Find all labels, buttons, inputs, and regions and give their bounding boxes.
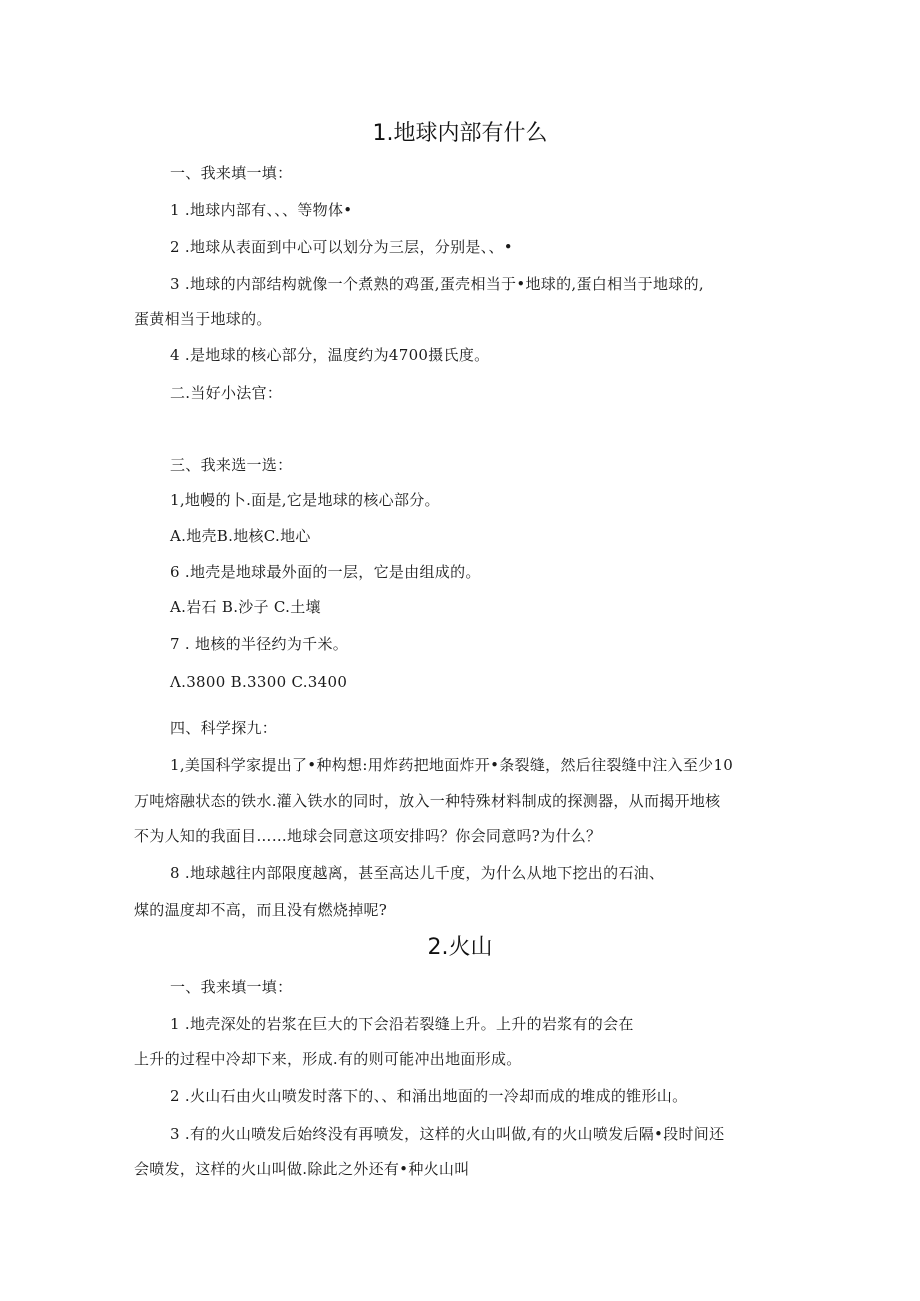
question-3-line-1: 3 .地球的内部结构就像一个煮熟的鸡蛋,蛋壳相当于•地球的,蛋白相当于地球的,: [170, 275, 704, 293]
section-1-part-3-heading: 三、我来选一选：: [170, 456, 293, 474]
question-5: 1,地幔的卜.面是,它是地球的核心部分。: [170, 491, 440, 509]
question-1: 1 .地球内部有、、、等物体•: [170, 201, 353, 219]
question-8-line-2: 万吨熔融状态的铁水.灌入铁水的同时，放入一种特殊材料制成的探测器，从而揭开地核: [134, 792, 721, 810]
question-7-options: Λ.3800 B.3300 C.3400: [170, 673, 348, 691]
section-1-part-2-heading: 二.当好小法官：: [170, 384, 283, 402]
question-8-line-3: 不为人知的我面目……地球会同意这项安排吗？你会同意吗?为什么？: [134, 827, 602, 845]
section-2-question-1-line-2: 上升的过程中冷却下来，形成.有的则可能冲出地面形成。: [134, 1050, 522, 1068]
section-2-question-3-line-2: 会喷发，这样的火山叫做.除此之外还有•种火山叫: [134, 1160, 470, 1178]
section-1-title: 1.地球内部有什么: [372, 121, 548, 146]
section-1-part-1-heading: 一、我来填一填：: [170, 164, 293, 182]
question-9-line-1: 8 .地球越往内部限度越离，甚至高达儿千度，为什么从地下挖出的石油、: [170, 864, 665, 882]
section-2-question-2: 2 .火山石由火山喷发时落下的、、和涌出地面的一冷却而成的堆成的锥形山。: [170, 1087, 688, 1105]
section-2-part-1-heading: 一、我来填一填：: [170, 978, 293, 996]
section-1-part-4-heading: 四、科学探九：: [170, 719, 278, 737]
question-6: 6 .地壳是地球最外面的一层，它是由组成的。: [170, 563, 481, 581]
question-3-line-2: 蛋黄相当于地球的。: [134, 310, 272, 328]
question-2: 2 .地球从表面到中心可以划分为三层，分别是、、•: [170, 238, 513, 256]
question-7: 7 . 地核的半径约为千米。: [170, 635, 349, 653]
question-6-options: A.岩石 B.沙子 C.土壤: [170, 598, 321, 616]
question-8-line-1: 1,美国科学家提出了•种构想:用炸药把地面炸开•条裂缝，然后往裂缝中注入至少10: [170, 756, 734, 774]
section-2-question-3-line-1: 3 .有的火山喷发后始终没有再喷发，这样的火山叫做,有的火山喷发后隔•段时间还: [170, 1125, 725, 1143]
question-9-line-2: 煤的温度却不高，而且没有燃烧掉呢?: [134, 901, 388, 919]
question-5-options: A.地壳B.地核C.地心: [170, 527, 311, 545]
section-2-question-1-line-1: 1 .地壳深处的岩浆在巨大的下会沿若裂缝上升。上升的岩浆有的会在: [170, 1015, 634, 1033]
section-2-title: 2.火山: [427, 935, 493, 960]
question-4: 4 .是地球的核心部分，温度约为4700摄氏度。: [170, 346, 490, 364]
